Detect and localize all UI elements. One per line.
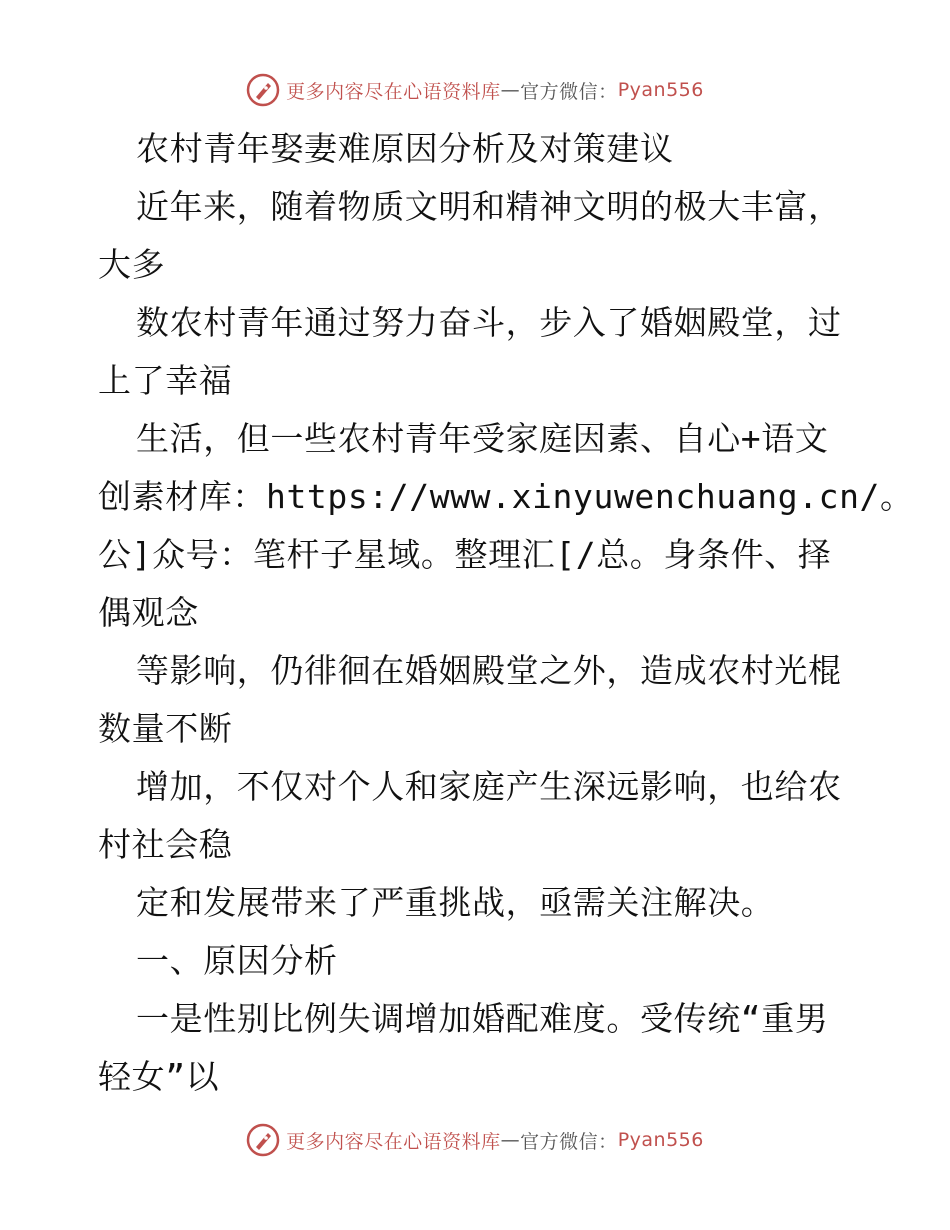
banner-wechat-id: Pyan556 bbox=[617, 79, 704, 101]
banner-main-text: 更多内容尽在心语资料库 bbox=[286, 80, 501, 103]
text-line: 增加，不仅对个人和家庭产生深远影响，也给农 bbox=[136, 767, 842, 806]
text-line: 数量不断 bbox=[98, 709, 233, 748]
text-line: 上了幸福 bbox=[98, 361, 233, 400]
text-line: 偶观念 bbox=[98, 593, 199, 632]
fountain-pen-logo-icon bbox=[246, 1123, 280, 1157]
footer-watermark-banner bbox=[0, 1118, 950, 1162]
text-line: 生活，但一些农村青年受家庭因素、自心+语文 bbox=[136, 419, 829, 458]
text-line: 村社会稳 bbox=[98, 825, 233, 864]
banner-wechat-label: 官方微信： bbox=[520, 1130, 618, 1153]
banner-dash: — bbox=[500, 1129, 521, 1151]
banner-dash: — bbox=[500, 79, 521, 101]
document-title: 农村青年娶妻难原因分析及对策建议 bbox=[136, 129, 674, 168]
text-line: 轻女”以 bbox=[98, 1057, 220, 1096]
text-line: 公]众号：笔杆子星域。整理汇[/总。身条件、择 bbox=[98, 535, 832, 574]
text-line: 数农村青年通过努力奋斗，步入了婚姻殿堂，过 bbox=[136, 303, 842, 342]
text-line: 大多 bbox=[98, 245, 166, 284]
text-line: 等影响，仍徘徊在婚姻殿堂之外，造成农村光棍 bbox=[136, 651, 842, 690]
text-line: 近年来，随着物质文明和精神文明的极大丰富， bbox=[136, 187, 842, 226]
text-line: 创素材库：https://www.xinyuwenchuang.cn/。 bbox=[98, 477, 914, 516]
header-watermark-banner bbox=[0, 68, 950, 112]
fountain-pen-logo-icon bbox=[246, 73, 280, 107]
section-heading: 一、原因分析 bbox=[136, 941, 338, 980]
text-line: 定和发展带来了严重挑战，亟需关注解决。 bbox=[136, 883, 775, 922]
banner-main-text: 更多内容尽在心语资料库 bbox=[286, 1130, 501, 1153]
text-line: 一是性别比例失调增加婚配难度。受传统“重男 bbox=[136, 999, 829, 1038]
banner-wechat-id: Pyan556 bbox=[617, 1129, 704, 1151]
document-body bbox=[98, 120, 914, 1106]
banner-wechat-label: 官方微信： bbox=[520, 80, 618, 103]
